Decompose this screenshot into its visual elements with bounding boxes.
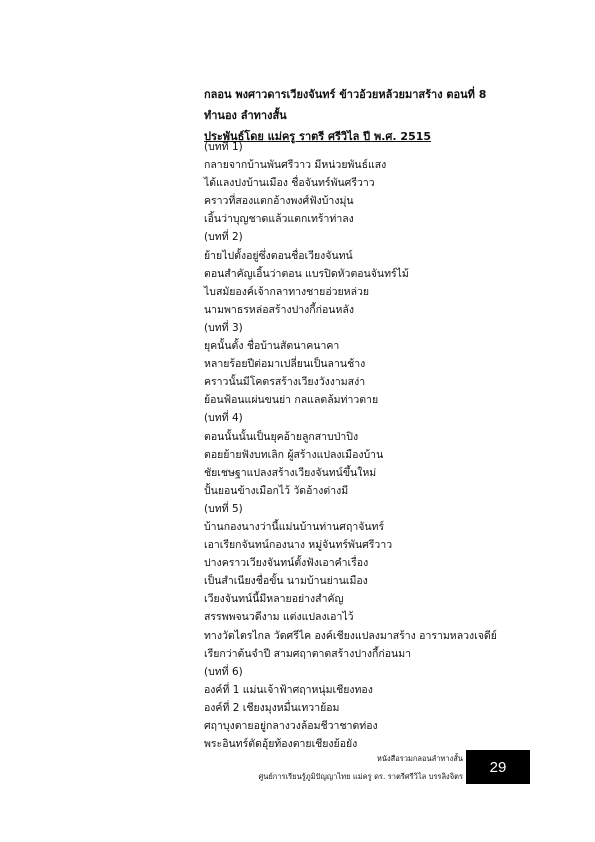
poem-line: นามพาธรหล่อสร้างปางกี้ก่อนหลัง	[204, 303, 354, 316]
stanza-heading: (บทที่ 2)	[204, 231, 243, 244]
page-footer	[0, 747, 595, 787]
footer-book-title: หนังสือรวมกลอนลำทางสั้น	[376, 754, 463, 763]
poem-line: เป็นสำเนียงชื่อขั้น นามบ้านย่านเมือง	[204, 575, 368, 588]
poem-line: ย้อนฟ้อนแผ่นขนย่า กลแลตล้มท่าวตาย	[204, 394, 379, 407]
page-number: 29	[466, 750, 530, 784]
poem-line: องค์ที่ 1 แม่นเจ้าฟ้าศฤาหนุ่มเชียงทอง	[204, 683, 373, 696]
poem-line: ปั้นยอนข้างเมือกไว้ วัดอ้างต่างมี	[204, 484, 349, 497]
stanza-heading: (บทที่ 4)	[204, 412, 243, 425]
poem-line: สรรพพจนวดีงาม แต่งแปลงเอาไว้	[204, 611, 354, 624]
poem-line: เอาเรียกจันทน์กองนาง หมู่จันทร์พันศรีวาว	[204, 539, 393, 552]
stanza-heading: (บทที่ 3)	[204, 321, 243, 334]
stanza-heading: (บทที่ 1)	[204, 141, 243, 153]
poem-melody: ทำนอง ลำทางสั้น	[204, 109, 287, 122]
poem-line: ไบสมัยองค์เจ้ากลาทางชายอ่วยหล่วย	[204, 285, 370, 298]
poem-line: เวียงจันทน์นี้มีหลายอย่างสำคัญ	[204, 593, 344, 606]
poem-line: ตอยย้ายฟังบทเลิก ผู้สร้างแปลงเมืองบ้าน	[204, 448, 384, 461]
poem-line: ทางวัดไตรไกล วัดศรีไค องค์เชียงแปลงมาสร้าง อารามหลวงเจดีย์	[204, 629, 497, 642]
poem-line: บ้านกองนางว่านี้แม่นบ้านท่านศฤาจันทร์	[204, 520, 385, 533]
poem-title: กลอน พงศาวดารเวียงจันทร์ ข้าวอ้วยหล้วยมาสร้าง ตอนที่ 8	[204, 88, 487, 101]
poem-line: พระอินทร์ตัดอุ้ยท้องตายเชียงย้อยัง	[204, 738, 358, 751]
poem-line: องค์ที่ 2 เชียงมุงหมื่นเทวาย้อม	[204, 701, 340, 714]
poem-body	[204, 138, 544, 753]
poem-line: ปางคราวเวียงจันทน์ตั้งฟังเอาคำเรื่อง	[204, 557, 369, 570]
stanza-heading: (บทที่ 6)	[204, 665, 243, 678]
poem-line: ตอนนั้นนั้นเป็นยุคอ้ายลูกสาบป่าปิง	[204, 430, 359, 443]
poem-author: ประพันธ์โดย แม่ครู ราตรี ศรีวิไล ปี พ.ศ. 2515	[204, 130, 432, 143]
poem-line: ตอนสำคัญเอิ้นว่าตอน แบรปิดหัวตอนจันทร์ไม้	[204, 267, 409, 280]
stanza-heading: (บทที่ 5)	[204, 502, 243, 515]
poem-line: ศฤาบุงตายอยู่กลางวงล้อมชีวาชาดท่อง	[204, 720, 378, 732]
footer-publisher: ศูนย์การเรียนรู้ภูมิปัญญาไทย แม่ครู ดร. ราตรีศรีวิไล บรรลิงจิตร	[258, 772, 463, 781]
poem-line: ชัยเชษฐาแปลงสร้างเวียงจันทน์ขึ้นใหม่	[204, 466, 377, 479]
poem-line: ยุคนั้นตั้ง ชื่อบ้านสัตนาคนาคา	[204, 340, 340, 353]
poem-line: เอิ้นว่าบุญชาดแล้วแตกเทร้าท่าลง	[204, 213, 354, 226]
poem-line: ได้แลงปงบ้านเมือง ชื่อจันทร์พันศรีวาว	[204, 177, 375, 190]
poem-line: เรียกว่าต้นจำปี สามศฤาตาตสร้างปางกี้ก่อนมา	[204, 647, 412, 660]
poem-line: คราวที่สองแตกอ้างพงศ์ฟังบ้างมุ่น	[204, 195, 354, 208]
poem-line: คราวนั้นมีโคตรสร้างเวียงวังงามสง่า	[204, 376, 366, 389]
poem-line: หลายร้อยปีต่อมาเปลี่ยนเป็นลานช้าง	[204, 358, 366, 371]
poem-line: กลายจากบ้านพันศรีวาว มีหน่วยพันธ์แสง	[204, 159, 387, 172]
poem-line: ย้ายไปตั้งอยู่ซึ่งตอนชื่อเวียงจันทน์	[204, 249, 353, 262]
